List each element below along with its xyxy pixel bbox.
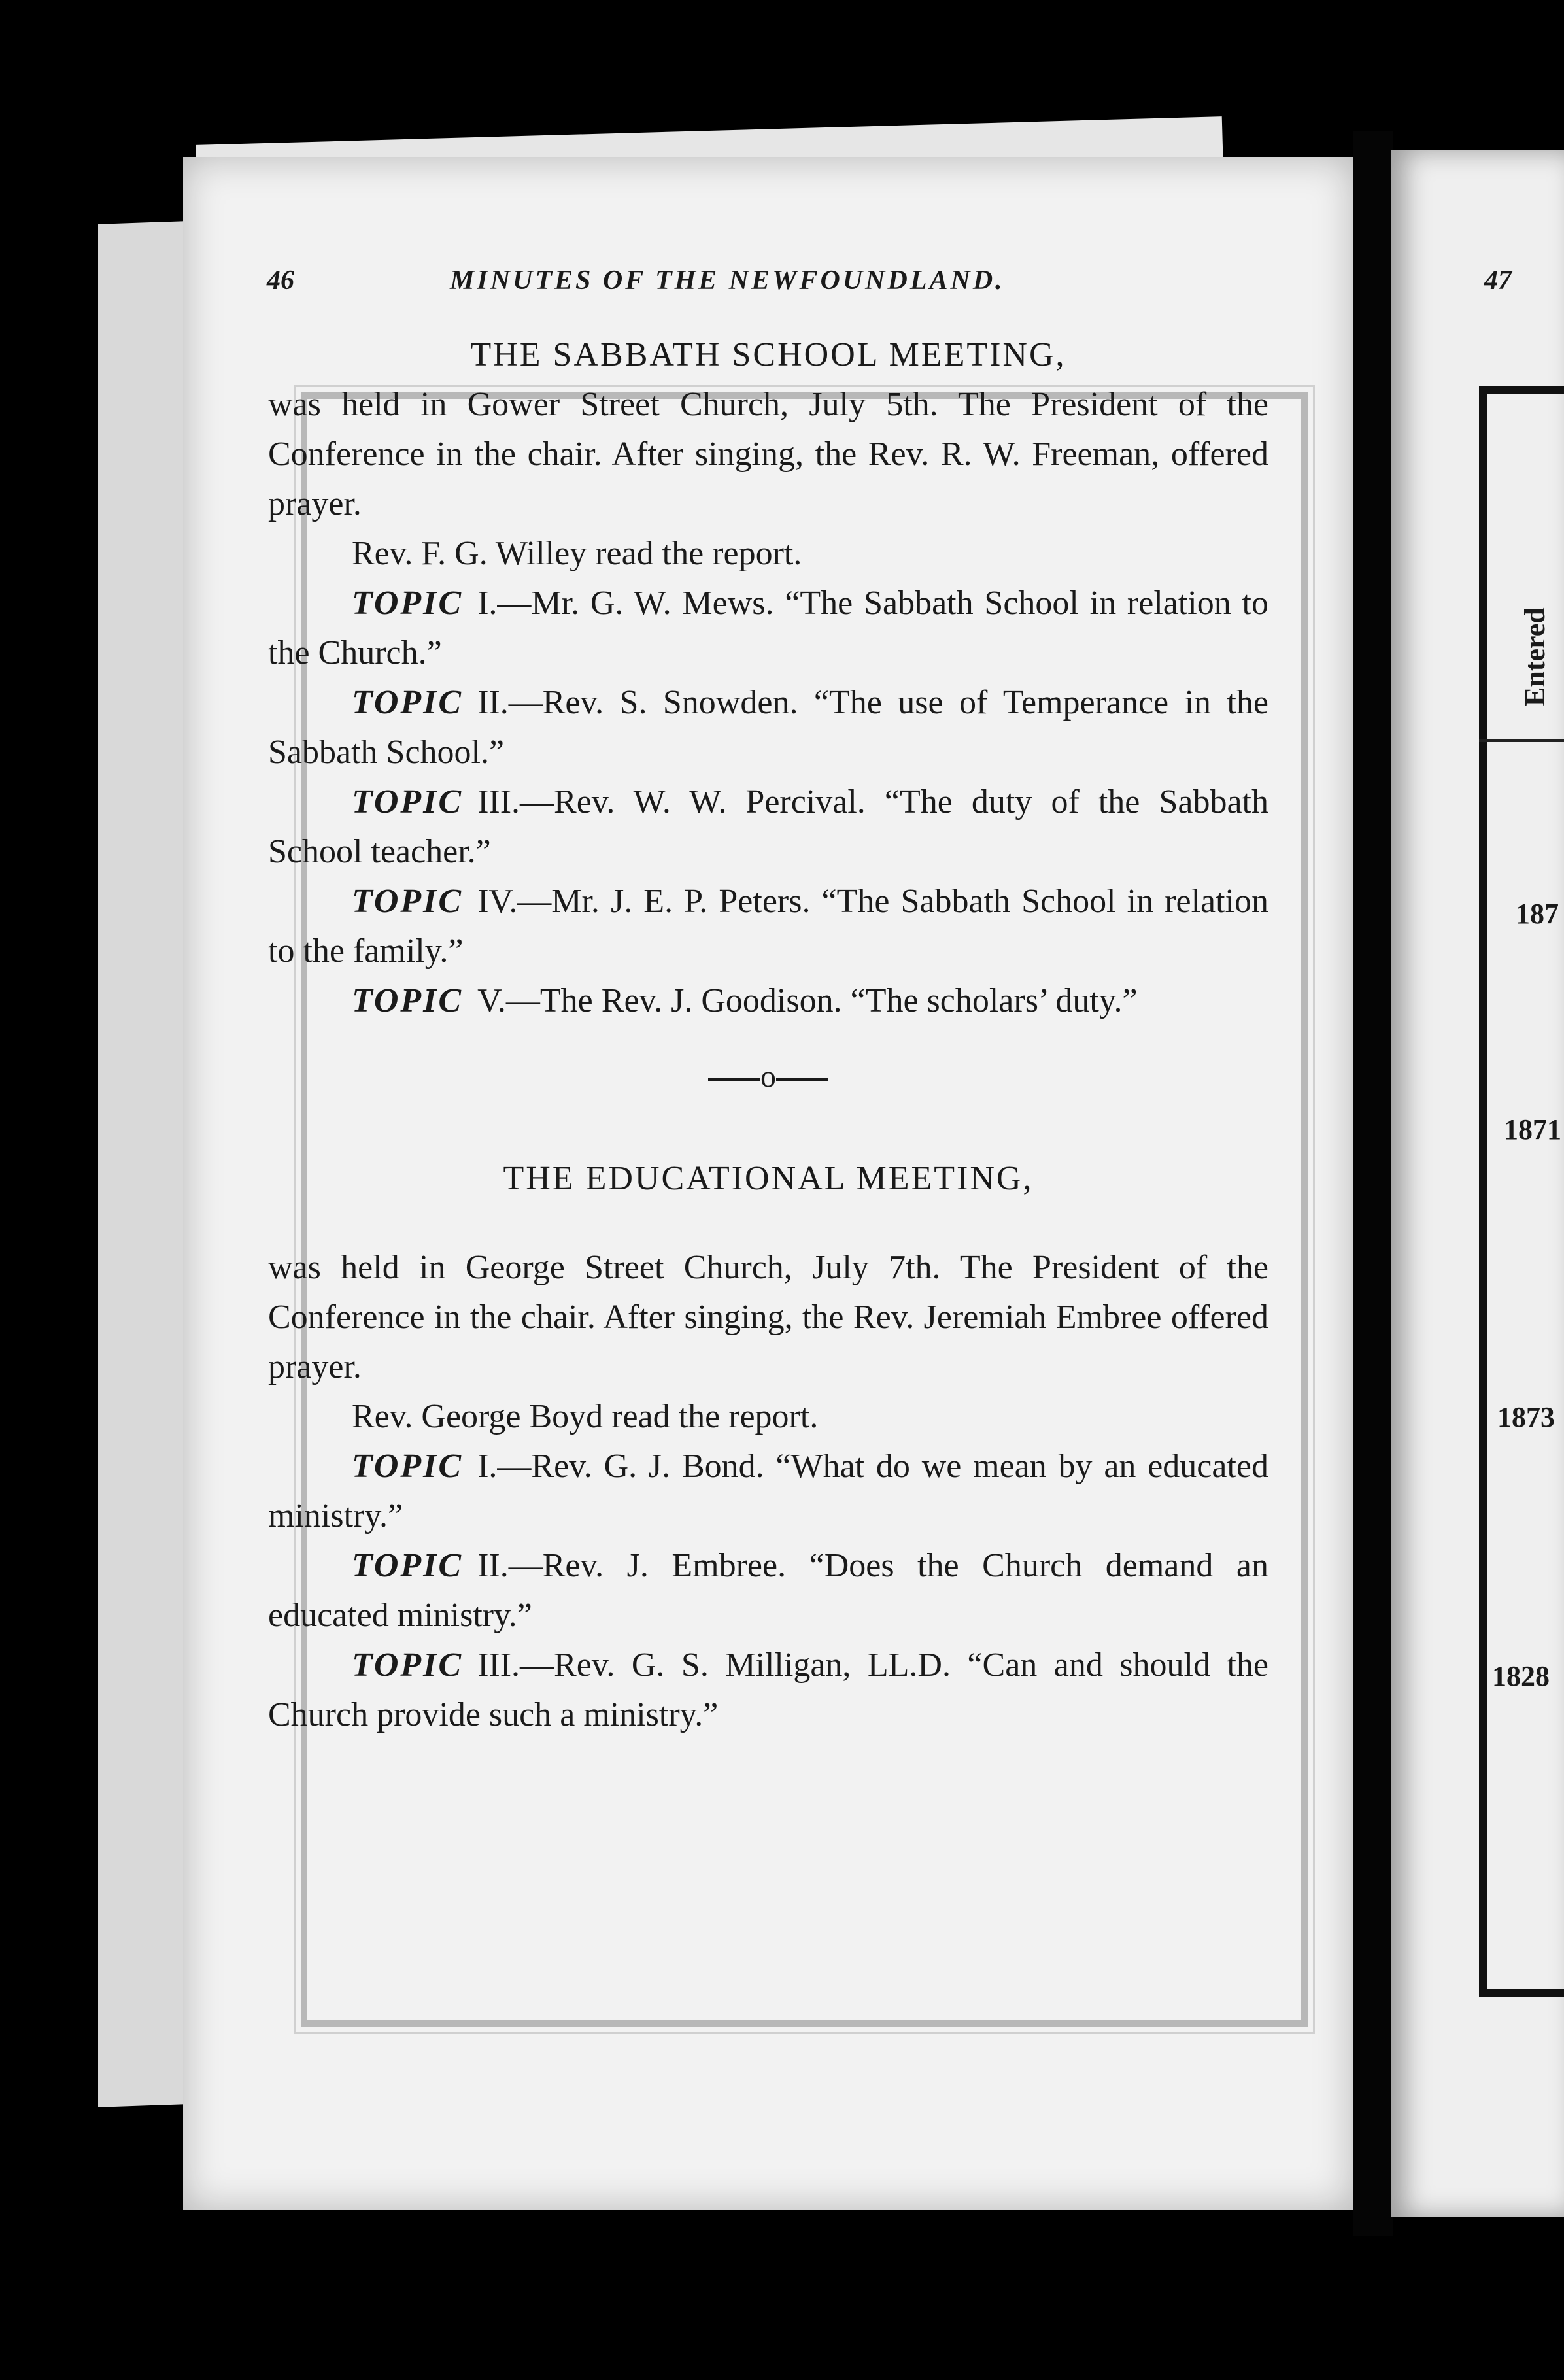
topic-text: III.—Rev. G. S. Milligan, LL.D. “Can and should the Church provide such a ministry.” bbox=[268, 1646, 1268, 1733]
sabbath-topic-2 bbox=[268, 678, 1268, 777]
sabbath-topic-3 bbox=[268, 777, 1268, 877]
topic-label: TOPIC bbox=[352, 1646, 464, 1684]
running-head bbox=[0, 265, 1564, 304]
sabbath-topic-1 bbox=[268, 579, 1268, 678]
right-page-year-2: 1871 bbox=[1504, 1114, 1561, 1146]
page-number-right: 47 bbox=[1484, 265, 1512, 296]
topic-text: III.—Rev. W. W. Percival. “The duty of the Sabbath School teacher.” bbox=[268, 783, 1268, 870]
topic-label: TOPIC bbox=[352, 982, 464, 1019]
topic-label: TOPIC bbox=[352, 883, 464, 920]
right-page-year-3: 1873 bbox=[1497, 1401, 1555, 1433]
topic-label: TOPIC bbox=[352, 1547, 464, 1584]
topic-text: II.—Rev. S. Snowden. “The use of Temperance in the Sabbath School.” bbox=[268, 684, 1268, 771]
topic-label: TOPIC bbox=[352, 585, 464, 622]
sabbath-report-line: Rev. F. G. Willey read the report. bbox=[352, 535, 802, 572]
page-number-left: 46 bbox=[267, 265, 294, 296]
divider-mark: o bbox=[760, 1059, 776, 1094]
educational-report-line: Rev. George Boyd read the report. bbox=[352, 1398, 819, 1435]
book-gutter bbox=[1353, 131, 1393, 2236]
educational-meeting-heading: THE EDUCATIONAL MEETING, bbox=[503, 1160, 1034, 1197]
topic-label: TOPIC bbox=[352, 783, 464, 821]
sabbath-meeting-heading: THE SABBATH SCHOOL MEETING, bbox=[470, 336, 1066, 373]
right-page-year-1: 187 bbox=[1516, 898, 1559, 930]
running-head-title: MINUTES OF THE NEWFOUNDLAND. bbox=[450, 265, 1005, 296]
divider-rule-right bbox=[776, 1078, 828, 1081]
educational-topic-1 bbox=[268, 1442, 1268, 1541]
educational-topic-3 bbox=[268, 1640, 1268, 1740]
educational-opening-paragraph: was held in George Street Church, July 7th. The President of the Conference in the chair. After singing, the Rev. Jeremiah Embree offered prayer. bbox=[268, 1249, 1268, 1386]
topic-text: I.—Mr. G. W. Mews. “The Sabbath School in relation to the Church.” bbox=[268, 585, 1268, 672]
left-page-text bbox=[268, 330, 1268, 1740]
right-page-column-label: Entered bbox=[1519, 607, 1551, 706]
right-page-year-4: 1828 bbox=[1492, 1660, 1550, 1692]
sabbath-opening-paragraph: was held in Gower Street Church, July 5th. The President of the Conference in the chair. After singing, the Rev. R. W. Freeman, offered prayer. bbox=[268, 386, 1268, 522]
topic-text: I.—Rev. G. J. Bond. “What do we mean by an educated ministry.” bbox=[268, 1448, 1268, 1535]
topic-label: TOPIC bbox=[352, 1448, 464, 1485]
section-divider bbox=[268, 1052, 1268, 1102]
educational-topic-2 bbox=[268, 1541, 1268, 1640]
divider-rule-left bbox=[708, 1078, 760, 1081]
right-page-header-rule bbox=[1479, 739, 1564, 742]
topic-text: IV.—Mr. J. E. P. Peters. “The Sabbath School in relation to the family.” bbox=[268, 883, 1268, 970]
topic-text: II.—Rev. J. Embree. “Does the Church demand an educated ministry.” bbox=[268, 1547, 1268, 1634]
sabbath-topic-4 bbox=[268, 877, 1268, 976]
sabbath-topic-5 bbox=[268, 976, 1268, 1026]
topic-label: TOPIC bbox=[352, 684, 464, 721]
topic-text: V.—The Rev. J. Goodison. “The scholars’ duty.” bbox=[477, 982, 1138, 1019]
